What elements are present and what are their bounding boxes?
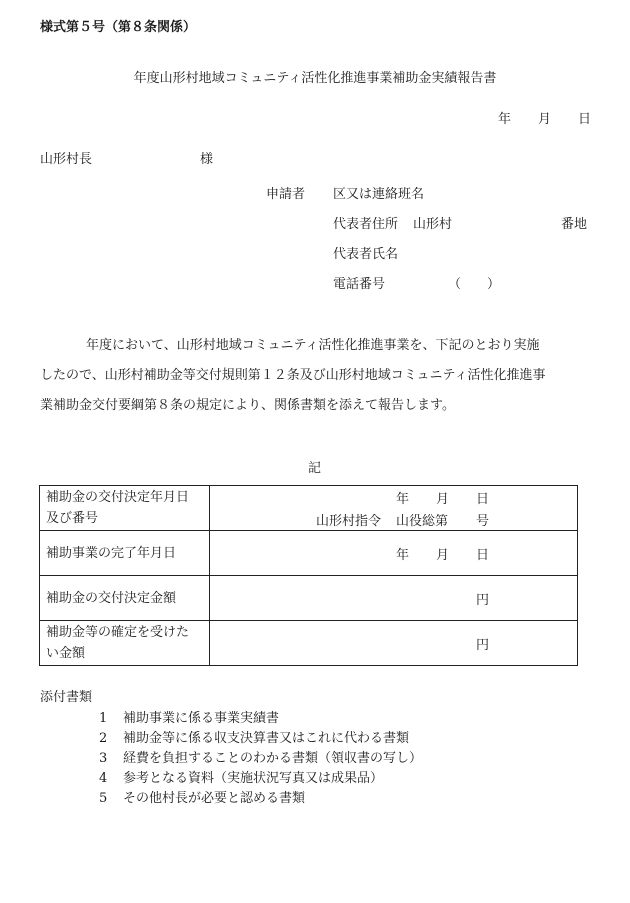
table-row bbox=[40, 621, 578, 666]
form-number: 様式第５号（第８条関係） bbox=[40, 20, 197, 35]
order-office: 山役総第 bbox=[396, 514, 449, 529]
row-value[interactable] bbox=[210, 486, 578, 531]
value-unit: 円 bbox=[476, 593, 490, 608]
applicant-phone-parens: （ ） bbox=[448, 277, 501, 292]
value-month: 月 bbox=[436, 492, 450, 507]
applicant-address-label: 代表者住所 bbox=[333, 217, 399, 232]
applicant-address-village: 山形村 bbox=[413, 217, 453, 232]
order-suffix: 号 bbox=[476, 514, 490, 529]
value-day: 日 bbox=[476, 548, 490, 563]
row-label-line: い金額 bbox=[46, 646, 86, 661]
list-item: 2 補助金等に係る収支決算書又はこれに代わる書類 bbox=[99, 731, 410, 746]
ki-heading: 記 bbox=[308, 461, 322, 476]
applicant-name-label: 代表者氏名 bbox=[333, 247, 399, 262]
applicant-phone-label: 電話番号 bbox=[333, 277, 386, 292]
table-row bbox=[40, 576, 578, 621]
body-line: 業補助金交付要綱第８条の規定により、関係書類を添えて報告します。 bbox=[40, 398, 455, 413]
value-year: 年 bbox=[396, 492, 410, 507]
date-month: 月 bbox=[538, 112, 552, 127]
list-item: 4 参考となる資料（実施状況写真又は成果品） bbox=[99, 771, 384, 786]
table-row bbox=[40, 531, 578, 576]
report-table bbox=[39, 485, 578, 666]
value-day: 日 bbox=[476, 492, 490, 507]
row-label-line: 補助金の交付決定年月日 bbox=[46, 490, 190, 505]
addressee-name: 山形村長 bbox=[40, 152, 93, 167]
document-title: 年度山形村地域コミュニティ活性化推進事業補助金実績報告書 bbox=[133, 71, 497, 86]
addressee-honorific: 様 bbox=[200, 152, 214, 167]
applicant-address-suffix: 番地 bbox=[561, 217, 588, 232]
value-unit: 円 bbox=[476, 638, 490, 653]
row-value[interactable] bbox=[210, 531, 578, 576]
body-line: したので、山形村補助金等交付規則第１２条及び山形村地域コミュニティ活性化推進事 bbox=[40, 368, 546, 383]
row-value[interactable] bbox=[210, 576, 578, 621]
list-item: 1 補助事業に係る事業実績書 bbox=[99, 711, 280, 726]
row-label bbox=[40, 486, 210, 531]
date-day: 日 bbox=[578, 112, 592, 127]
row-value[interactable] bbox=[210, 621, 578, 666]
body-line: 年度において、山形村地域コミュニティ活性化推進事業を、下記のとおり実施 bbox=[86, 338, 540, 353]
row-label-line: 及び番号 bbox=[46, 511, 99, 526]
applicant-label: 申請者 bbox=[266, 187, 306, 202]
date-year: 年 bbox=[498, 112, 512, 127]
applicant-district: 区又は連絡班名 bbox=[333, 187, 425, 202]
list-item: 3 経費を負担することのわかる書類（領収書の写し） bbox=[99, 751, 423, 766]
row-label: 補助金の交付決定金額 bbox=[40, 576, 210, 621]
attachments-title: 添付書類 bbox=[40, 690, 93, 705]
value-year: 年 bbox=[396, 548, 410, 563]
row-label bbox=[40, 621, 210, 666]
row-label: 補助事業の完了年月日 bbox=[40, 531, 210, 576]
table-row bbox=[40, 486, 578, 531]
order-prefix: 山形村指令 bbox=[316, 514, 382, 529]
row-label-line: 補助金等の確定を受けた bbox=[46, 625, 190, 640]
value-month: 月 bbox=[436, 548, 450, 563]
list-item: 5 その他村長が必要と認める書類 bbox=[99, 791, 306, 806]
